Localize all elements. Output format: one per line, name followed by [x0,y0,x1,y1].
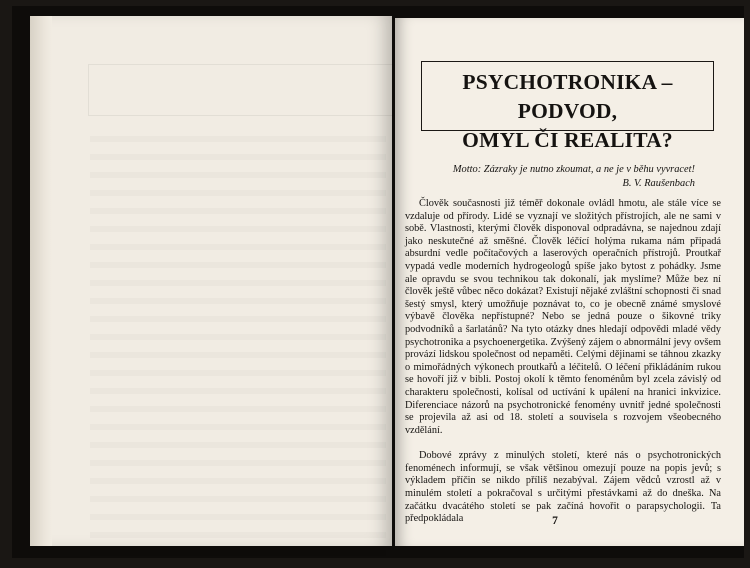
bleed-through-title-box [88,64,394,116]
open-book [12,6,744,558]
page-number: 7 [552,515,558,527]
motto-text: Motto: Zázraky je nutno zkoumat, a ne je v běhu vyvracet! [452,164,695,175]
paragraph: Člověk současnosti již téměř dokonale ovládl hmotu, ale stále více se vzdaluje od přírody. Lidé se vyznají ve složitých přístrojích, ale ne sami v sobě. Vlastnosti, kterými člověk disponoval odpradávna, se najednou zdají jako neskutečné až směšné. Člověk léčící holýma rukama nám připadá absurdní vedle počítačových a laserových operačních přístrojů. Proutkař vypadá vedle moderních hydrogeologů spíše jako bytost z pohádky. Jsme ale opravdu se svou technikou tak dokonalí, jak myslíme? Může bez ní člověk ještě vůbec něco dokázat? Existují nějaké zvláštní schopnosti či snad šestý smysl, který umožňuje poznávat to, co je obecně známé smyslové výbavě člověka nepřístupné? Nebo se jedná pouze o šikovné triky podvodníků a šarlatánů? Na tyto otázky dnes hledají odpovědi mladé vědy psychotronika a psychoenergetika. Zvýšený zájem o abnormální jevy ovšem provází lidskou společnost od nepaměti. Celými dějinami se táhnou zkazky o mimořádných výkonech proutkařů a léčitelů. O léčení přikládáním rukou se hovoří již v bibli. Postoj okolí k těmto fenoménům byl zcela závislý od charakteru společnosti, kolísal od uctívání k upálení na hranici inkvizice. Diferenciace názorů na psychotronické fenomény uvnitř jedné společnosti se projevila až asi od 18. století a souvisela s rozvojem všeobecného vzdělání. [405,198,721,436]
left-page-edge [30,16,52,546]
motto [435,163,695,191]
chapter-title-box [421,61,714,152]
chapter-title-line2: OMYL ČI REALITA? [462,128,673,152]
bleed-through-text [90,136,386,568]
motto-author: B. V. Raušenbach [622,178,695,189]
body-text [405,198,721,526]
paragraph: Dobové zprávy z minulých století, které nás o psychotronických fenoménech informují, se však většinou omezují pouze na popis jevů; s výkladem příčin se nikdo příliš nezabýval. Zájem vědců vzrostl až v minulém století a pokračoval s určitými přestávkami až do dneška. Na začátku dvacátého století se pak začíná hovořit o parapsychologii. Ta předpokládala [405,450,721,525]
left-page [30,16,392,546]
right-page [395,18,744,546]
chapter-title-line1: PSYCHOTRONIKA – PODVOD, [462,70,673,123]
